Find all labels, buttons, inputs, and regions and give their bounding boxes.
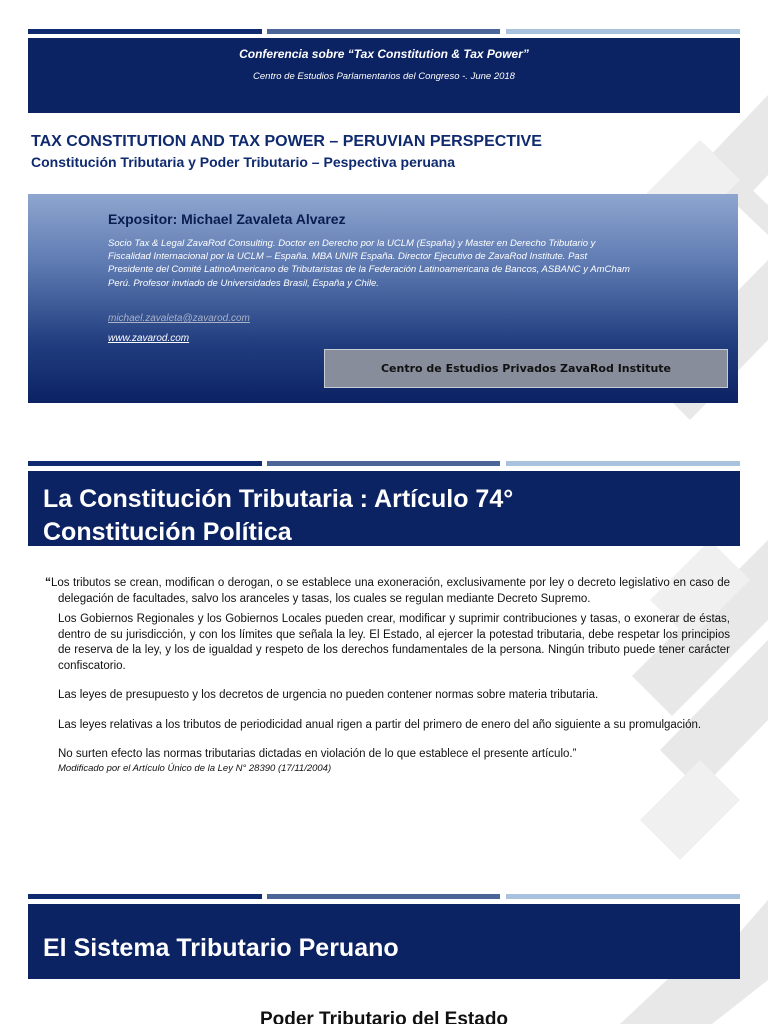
article-paragraph-3: Las leyes de presupuesto y los decretos de urgencia no pueden contener normas sobre materia tributaria. <box>58 689 599 701</box>
speaker-website-link[interactable]: www.zavarod.com <box>108 333 190 344</box>
top-stripe-bar <box>28 29 740 34</box>
section2-header-band <box>28 904 740 979</box>
article-paragraph-1 <box>45 575 730 607</box>
section1-header-band <box>28 471 740 546</box>
modification-note: Modificado por el Artículo Único de la Ley N° 28390 (17/11/2004) <box>58 762 332 774</box>
section1-title-line2: Constitución Política <box>43 518 292 546</box>
article-74-text <box>45 575 730 775</box>
article-paragraph-1-text: Los tributos se crean, modifican o derogan, o se establece una exoneración, exclusivamente por ley o decreto legislativo en caso de delegación de facultades, salvo los aranceles y tasas, los cuales se regulan mediante Decreto Supremo. <box>51 577 730 605</box>
presentation-title-english: TAX CONSTITUTION AND TAX POWER – PERUVIAN PERSPECTIVE <box>31 133 542 150</box>
speaker-panel <box>28 194 738 403</box>
article-paragraph-5 <box>58 747 730 763</box>
speaker-bio: Socio Tax & Legal ZavaRod Consulting. Doctor en Derecho por la UCLM (España) y Master en Derecho Tributario y Fiscalidad Internacional por la UCLM – España. MBA UNIR España. Director Ejecutivo de ZavaRod Institute. Past Presidente del Comité LatinoAmericano de Tributaristas de la Federación Latinoamericana de Bancos, ASBANC y AmCham Perú. Profesor invtiado de Universidades Brasil, España y Chile. <box>108 238 630 289</box>
section1-title-line1: La Constitución Tributaria : Artículo 74° <box>43 485 514 513</box>
conference-title: Conferencia sobre “Tax Constitution & Tax Power” <box>239 47 529 61</box>
speaker-name: Expositor: Michael Zavaleta Alvarez <box>108 211 346 227</box>
article-paragraph-2: Los Gobiernos Regionales y los Gobiernos Locales pueden crear, modificar y suprimir contribuciones y tasas, o exonerar de éstas, dentro de su jurisdicción, y con los límites que señala la ley. El Estado, al ejercer la potestad tributaria, debe respetar los principios de reserva de la ley, y los de igualdad y respeto de los derechos fundamentales de la persona. Ningún tributo puede tener carácter confiscatorio. <box>58 613 730 672</box>
close-quote: ” <box>572 748 577 760</box>
section2-title: El Sistema Tributario Peruano <box>43 934 399 962</box>
open-quote: “ <box>45 575 51 589</box>
presentation-title-spanish: Constitución Tributaria y Poder Tributario – Pespectiva peruana <box>31 154 455 170</box>
article-paragraph-5-text: No surten efecto las normas tributarias dictadas en violación de lo que establece el presente artículo. <box>58 748 573 760</box>
speaker-email-link[interactable]: michael.zavaleta@zavarod.com <box>108 313 250 324</box>
section2-subheading: Poder Tributario del Estado <box>259 1009 509 1024</box>
institute-label-box: Centro de Estudios Privados ZavaRod Institute <box>324 349 728 388</box>
section2-stripe-bar <box>28 894 740 899</box>
conference-subtitle: Centro de Estudios Parlamentarios del Congreso -. June 2018 <box>253 71 515 82</box>
article-paragraph-4: Las leyes relativas a los tributos de periodicidad anual rigen a partir del primero de enero del año siguiente a su promulgación. <box>58 718 702 731</box>
section1-stripe-bar <box>28 461 740 466</box>
conference-header-band <box>28 38 740 113</box>
